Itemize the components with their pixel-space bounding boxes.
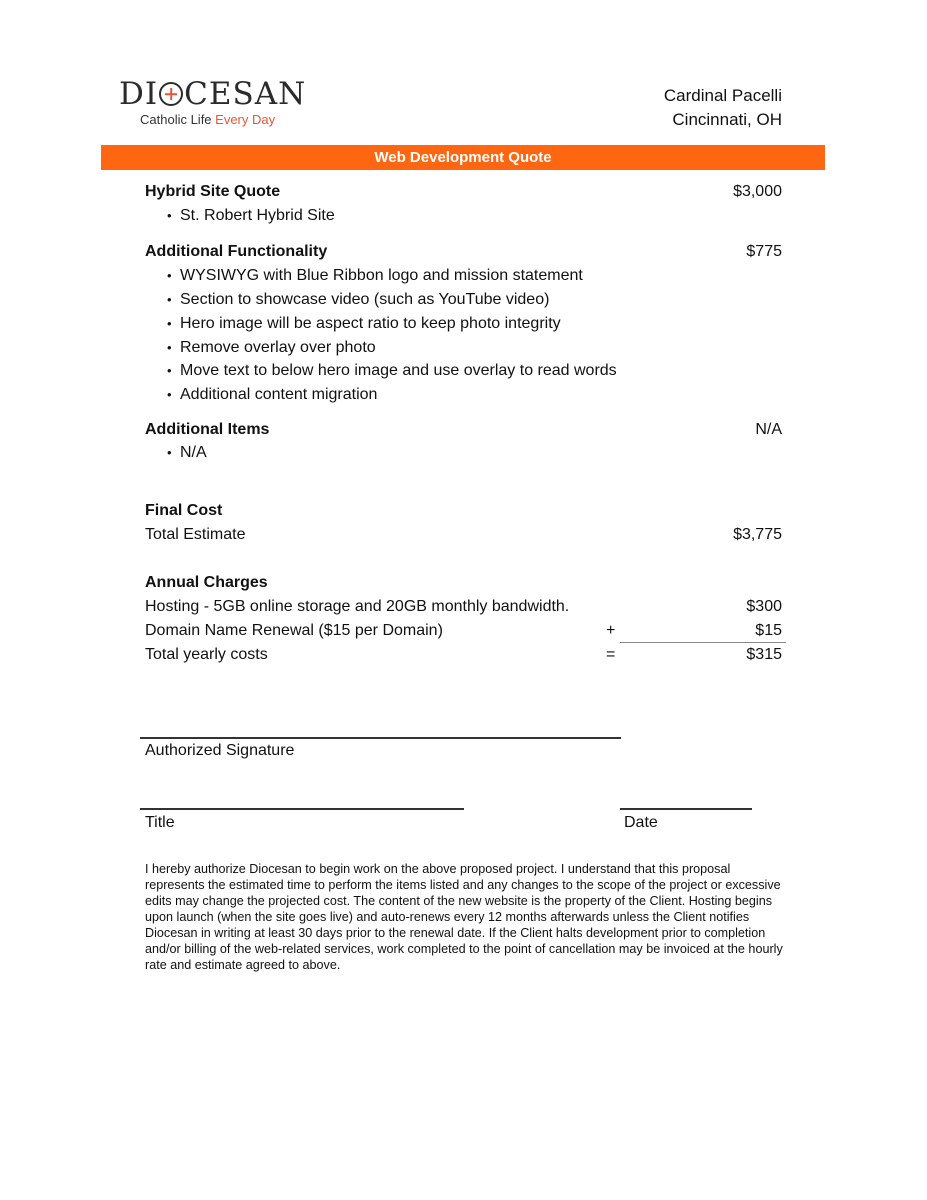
annual-row-label: Total yearly costs — [145, 646, 268, 663]
client-name: Cardinal Pacelli — [663, 86, 782, 105]
annual-row-hosting — [145, 595, 782, 619]
list-item: • Section to showcase video (such as YouTube video) — [167, 288, 549, 312]
section-title: Hybrid Site Quote — [145, 183, 281, 200]
title-label: Title — [145, 814, 175, 831]
section-amount: $775 — [746, 243, 782, 260]
section-amount: N/A — [755, 421, 782, 438]
plus-operator: + — [606, 622, 616, 639]
hybrid-section-header — [145, 180, 782, 204]
section-title: Final Cost — [145, 502, 223, 519]
section-title: Annual Charges — [145, 574, 268, 591]
list-item: • Remove overlay over photo — [167, 336, 376, 360]
date-label: Date — [624, 814, 658, 831]
title-line[interactable] — [140, 808, 464, 810]
quote-banner: Web Development Quote — [101, 145, 825, 170]
list-item: • Move text to below hero image and use overlay to read words — [167, 359, 617, 383]
diocesan-logo — [119, 76, 306, 112]
list-item: • St. Robert Hybrid Site — [167, 204, 335, 228]
items-section-header — [145, 418, 782, 442]
equals-operator: = — [606, 646, 616, 663]
section-amount: $3,000 — [733, 183, 782, 200]
section-title: Additional Items — [145, 421, 270, 438]
logo-word-left: DI — [119, 76, 159, 112]
list-item: • WYSIWYG with Blue Ribbon logo and mission statement — [167, 264, 583, 288]
client-location: Cincinnati, OH — [672, 110, 782, 129]
annual-row-amount: $15 — [755, 622, 782, 639]
tagline-main: Catholic Life — [140, 112, 216, 127]
total-estimate-amount: $3,775 — [733, 526, 782, 543]
tagline-accent: Every Day — [215, 112, 276, 127]
list-item: • Hero image will be aspect ratio to keep photo integrity — [167, 312, 561, 336]
authorized-signature-line[interactable] — [140, 737, 621, 739]
total-estimate-row — [145, 523, 782, 547]
logo-word-right: CESAN — [184, 76, 307, 112]
section-title: Additional Functionality — [145, 243, 328, 260]
total-estimate-label: Total Estimate — [145, 526, 246, 543]
annual-row-total — [145, 643, 782, 667]
annual-row-amount: $300 — [746, 598, 782, 615]
authorization-legal-text: I hereby authorize Diocesan to begin work on the above proposed project. I understand that this proposal represents the estimated time to perform the items listed and any changes to the scope of the project or excessive edits may change the projected cost. The content of the new website is the property of the Client. Hosting begins upon launch (when the site goes live) and auto-renews every 12 months afterwards unless the Client notifies Diocesan in writing at least 30 days prior to the renewal date. If the Client halts development prior to completion and/or billing of the web-related services, work completed to the point of cancellation may be invoiced at the hourly rate and estimate agreed to above. — [145, 862, 783, 972]
annual-row-amount: $315 — [746, 646, 782, 663]
functionality-section-header — [145, 240, 782, 264]
list-item: • N/A — [167, 441, 207, 465]
annual-row-label: Domain Name Renewal ($15 per Domain) — [145, 622, 443, 639]
annual-row-label: Hosting - 5GB online storage and 20GB monthly bandwidth. — [145, 598, 570, 615]
date-line[interactable] — [620, 808, 752, 810]
cross-in-circle-icon — [159, 82, 183, 106]
logo-tagline — [140, 112, 275, 127]
final-cost-header — [145, 499, 782, 523]
list-item: • Additional content migration — [167, 383, 377, 407]
annual-charges-header — [145, 571, 782, 595]
annual-row-domain — [145, 619, 782, 643]
authorized-signature-label: Authorized Signature — [145, 742, 295, 759]
